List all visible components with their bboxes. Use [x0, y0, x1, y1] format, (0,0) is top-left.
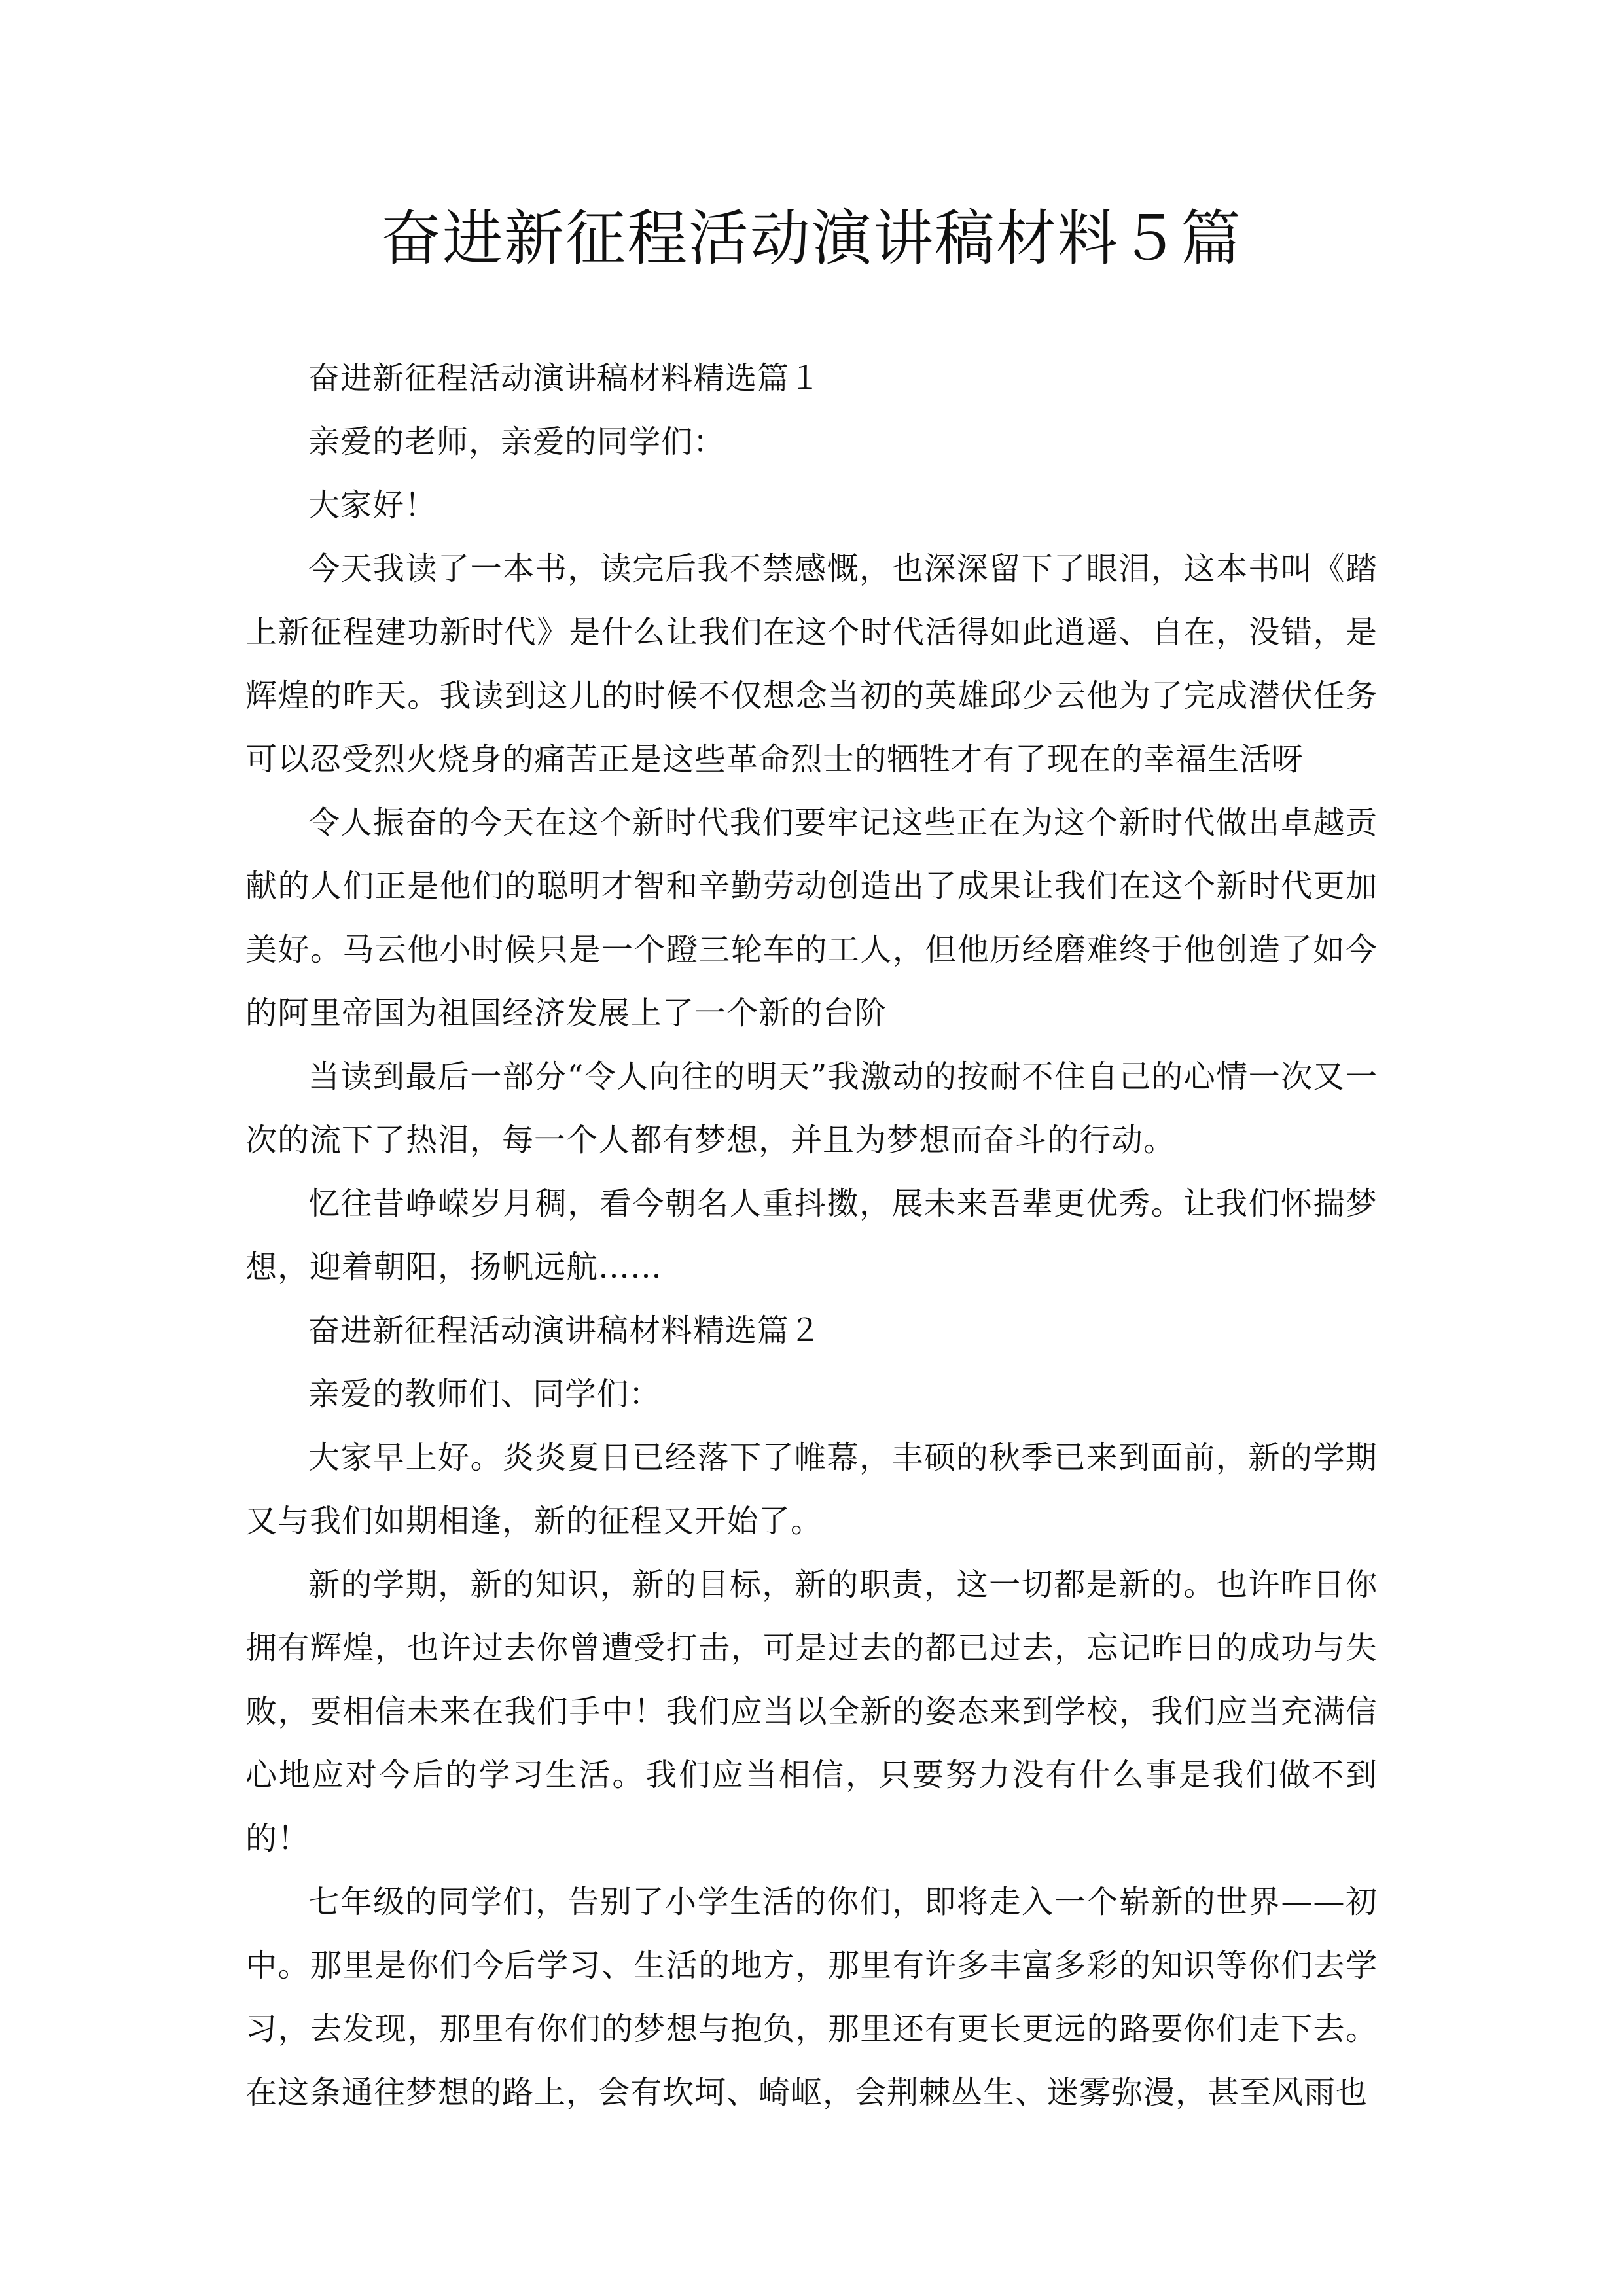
document-body [245, 347, 1378, 2125]
greeting-1: 大家好！ [308, 487, 437, 524]
paragraph: 大家早上好。炎炎夏日已经落下了帷幕，丰硕的秋季已来到面前，新的学期又与我们如期相逢，新的征程又开始了。 [245, 1439, 1378, 1539]
paragraph: 七年级的同学们，告别了小学生活的你们，即将走入一个崭新的世界——初中。那里是你们今后学习、生活的地方，那里有许多丰富多彩的知识等你们去学习，去发现，那里有你们的梦想与抱负，那里还有更长更远的路要你们走下去。在这条通往梦想的路上，会有坎坷、崎岖，会荆棘丛生、迷雾弥漫，甚至风雨也 [245, 1884, 1378, 2111]
salutation-1: 亲爱的老师，亲爱的同学们： [308, 423, 726, 460]
paragraph: 令人振奋的今天在这个新时代我们要牢记这些正在为这个新时代做出卓越贡献的人们正是他们的聪明才智和辛勤劳动创造出了成果让我们在这个新时代更加美好。马云他小时候只是一个蹬三轮车的工人，但他历经磨难终于他创造了如今的阿里帝国为祖国经济发展上了一个新的台阶 [245, 804, 1378, 1031]
section-heading-1: 奋进新征程活动演讲稿材料精选篇１ [308, 360, 822, 397]
salutation-2: 亲爱的教师们、同学们： [308, 1376, 662, 1412]
paragraph: 忆往昔峥嵘岁月稠，看今朝名人重抖擞，展未来吾辈更优秀。让我们怀揣梦想，迎着朝阳，扬帆远航…… [245, 1185, 1378, 1285]
section-heading-2: 奋进新征程活动演讲稿材料精选篇２ [308, 1312, 822, 1349]
paragraph: 当读到最后一部分“令人向往的明天”我激动的按耐不住自己的心情一次又一次的流下了热泪，每一个人都有梦想，并且为梦想而奋斗的行动。 [245, 1058, 1378, 1158]
paragraph: 今天我读了一本书，读完后我不禁感慨，也深深留下了眼泪，这本书叫《踏上新征程建功新时代》是什么让我们在这个时代活得如此逍遥、自在，没错，是辉煌的昨天。我读到这儿的时候不仅想念当初的英雄邱少云他为了完成潜伏任务可以忍受烈火烧身的痛苦正是这些革命烈士的牺牲才有了现在的幸福生活呀 [245, 550, 1378, 778]
paragraph: 新的学期，新的知识，新的目标，新的职责，这一切都是新的。也许昨日你拥有辉煌，也许过去你曾遭受打击，可是过去的都已过去，忘记昨日的成功与失败，要相信未来在我们手中！我们应当以全新的姿态来到学校，我们应当充满信心地应对今后的学习生活。我们应当相信，只要努力没有什么事是我们做不到的！ [245, 1566, 1378, 1857]
document-title: 奋进新征程活动演讲稿材料５篇 [380, 204, 1242, 274]
